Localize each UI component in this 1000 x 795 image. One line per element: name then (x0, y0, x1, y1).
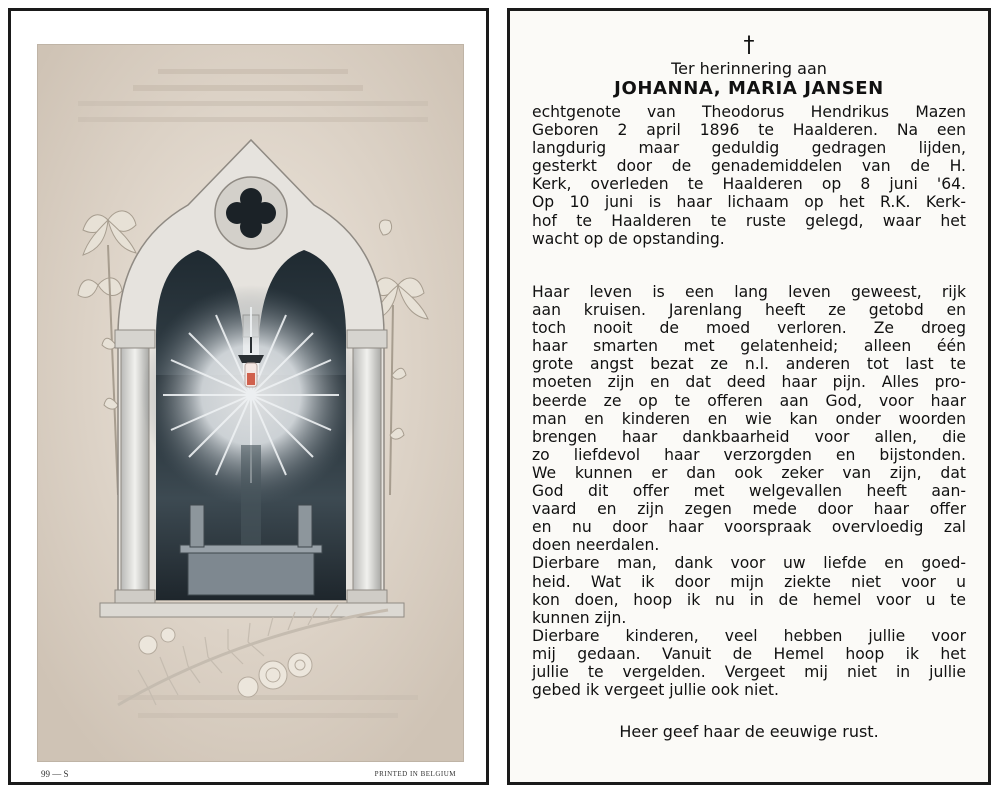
text-line: doen neerdalen. (532, 536, 660, 555)
text-line: Op 10 juni is haar lichaam op het R.K. Kerk- (532, 193, 966, 212)
text-line: kunnen zijn. (532, 608, 627, 627)
prayer-card-front (8, 8, 489, 785)
text-line: man en kinderen en wie kan onder woorden (532, 409, 966, 428)
text-line: langdurig maar geduldig gedragen lijden, (532, 139, 966, 158)
text-line: aan kruisen. Jarenlang heeft ze getobd en (532, 301, 966, 320)
devotional-picture-panel (37, 44, 464, 762)
text-line: vaard en zijn zegen mede door haar offer (532, 500, 966, 519)
text-line: zo liefdevol haar verzorgden en bijstonden. (532, 445, 966, 464)
text-line: Dierbare man, dank voor uw liefde en goed- (532, 554, 966, 573)
biography-paragraph (532, 103, 966, 248)
text-line: toch nooit de moed verloren. Ze droeg (532, 319, 966, 338)
text-line: kon doen, hoop ik nu in de hemel voor u te (532, 590, 966, 609)
printer-imprint: PRINTED IN BELGIUM (374, 770, 456, 778)
text-line: hof te Haalderen te ruste gelegd, waar het (532, 211, 966, 230)
text-line: God dit offer met welgevallen heeft aan- (532, 482, 966, 501)
tribute-paragraph (532, 283, 966, 699)
closing-prayer: Heer geef haar de eeuwige rust. (619, 722, 879, 741)
text-line: Dierbare kinderen, veel hebben jullie voor (532, 626, 966, 645)
text-line: en nu door haar voorspraak overvloedig zal (532, 518, 966, 537)
remembrance-heading: Ter herinnering aan (671, 59, 827, 78)
text-line: moeten zijn en dat deed haar pijn. Alles pro- (532, 373, 966, 392)
text-line: echtgenote van Theodorus Hendrikus Mazen (532, 103, 966, 121)
text-line: wacht op de opstanding. (532, 229, 725, 248)
text-line: beerde ze op te offeren aan God, voor haar (532, 391, 966, 410)
text-line: gesterkt door de genademiddelen van de H. (532, 157, 966, 176)
cross-symbol: † (743, 33, 755, 58)
card-number: 99 — S (41, 769, 69, 779)
text-line: heid. Wat ik door mijn ziekte niet voor u (532, 572, 966, 591)
text-line: jullie te vergelden. Vergeet mij niet in jullie (532, 662, 966, 681)
text-line: mij gedaan. Vanuit de Hemel hoop ik het (532, 644, 966, 663)
text-line: haar smarten met gelatenheid; alleen één (532, 337, 966, 356)
text-line: Haar leven is een lang leven geweest, rijk (532, 283, 966, 301)
text-line: Geboren 2 april 1896 te Haalderen. Na een (532, 121, 966, 140)
prayer-card-back (507, 8, 991, 785)
text-line: We kunnen er dan ook zeker van zijn, dat (532, 463, 966, 482)
text-line: grote angst bezat ze n.l. anderen tot last te (532, 355, 966, 374)
gothic-altar-illustration (38, 45, 464, 762)
deceased-name: JOHANNA, MARIA JANSEN (614, 78, 884, 99)
text-line: brengen haar dankbaarheid voor allen, die (532, 427, 966, 446)
text-line: Kerk, overleden te Haalderen op 8 juni '64. (532, 175, 966, 194)
text-line: gebed ik vergeet jullie ook niet. (532, 681, 779, 700)
